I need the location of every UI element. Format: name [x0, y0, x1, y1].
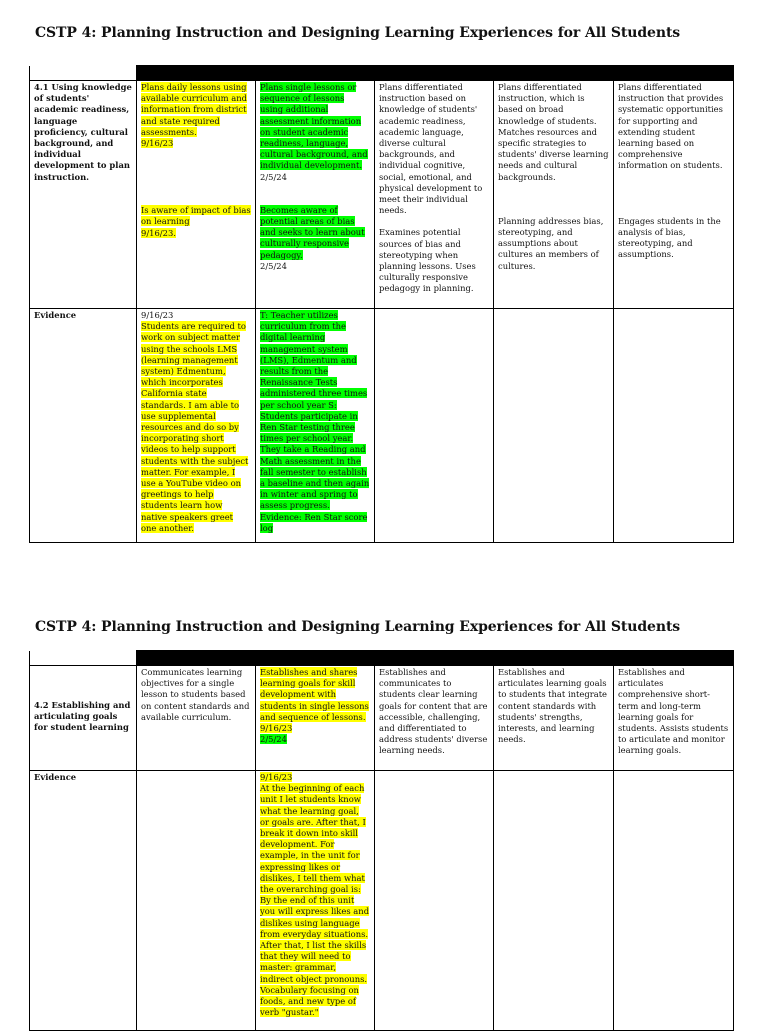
evidence-label: Evidence [30, 771, 137, 1031]
section2-title: CSTP 4: Planning Instruction and Designing Learning Experiences for All Students [35, 619, 681, 635]
highlighted-text: Establishes and shares learning goals for skill development with students in single lessons and sequence of lessons. [260, 667, 369, 722]
level-integrating-cell: Plans differentiated instruction, which is based on broad knowledge of students. Matches resources and specific strategies to students' diverse learning needs and cultural backgrounds. Planning addresses bias, stereotyping, and assumptions about cultures an members of cultures. [494, 81, 614, 309]
date-stamp: 9/16/23 [260, 772, 293, 782]
evidence-applying-cell [375, 771, 494, 1031]
cstp-4-2-table [29, 650, 734, 1031]
level-exploring-cell [256, 81, 375, 309]
date-stamp: 2/5/24 [260, 260, 287, 271]
evidence-innovating-cell [614, 771, 734, 1031]
level-innovating-cell: Establishes and articulates comprehensive short-term and long-term learning goals for students. Assists students to articulate and monitor learning goals. [614, 666, 734, 771]
evidence-integrating-cell [494, 771, 614, 1031]
date-stamp: 9/16/23. [141, 227, 176, 238]
date-stamp: 9/16/23 [141, 138, 174, 149]
highlighted-text: Is aware of impact of bias on learning [141, 205, 251, 227]
level-emerging-cell: Communicates learning objectives for a single lesson to students based on content standards and available curriculum. [137, 666, 256, 771]
element-label-4-2: 4.2 Establishing and articulating goals for student learning [30, 666, 137, 771]
date-stamp: 2/5/24 [260, 171, 287, 182]
section1-title: CSTP 4: Planning Instruction and Designing Learning Experiences for All Students [35, 25, 681, 41]
evidence-row-4-1 [30, 309, 734, 543]
highlighted-text: At the beginning of each unit I let students know what the learning goal, or goals are. After that, I break it down into skill development. For example, in the unit for expressing likes or dislikes, I tell them what the overarching goal is: By the end of this unit you will express likes and dislikes using language from everyday situations. After that, I list the skills that they will need to master: grammar, indirect object pronouns. Vocabulary focusing on foods, and new type of verb "gustar." [260, 783, 370, 1018]
element-label-4-1: 4.1 Using knowledge of students' academic readiness, language proficiency, cultural background, and individual development to plan instruction. [30, 81, 137, 309]
level-emerging-cell [137, 81, 256, 309]
highlighted-text: Plans single lessons or sequence of lessons using additional assessment information on student academic readiness, language, cultural background, and individual development. [260, 82, 368, 171]
highlighted-text: Plans daily lessons using available curriculum and information from district and state required assessments. [141, 82, 248, 137]
evidence-emerging-cell [137, 771, 256, 1031]
evidence-exploring-cell [256, 309, 375, 543]
level-applying-cell: Establishes and communicates to students clear learning goals for content that are accessible, challenging, and differentiated to address students' diverse learning needs. [375, 666, 494, 771]
evidence-applying-cell [375, 309, 494, 543]
highlighted-text: T: Teacher utilizes curriculum from the digital learning management system (LMS), Edmentum and results from the Renaissance Tests administered three times per school year S: Students participate in Ren Star testing three times per school year. They take a Reading and Math assessment in the fall semester to establish a baseline and then again in winter and spring to assess progress. Evidence: Ren Star score log [260, 310, 370, 533]
header-band [30, 651, 734, 666]
evidence-exploring-cell [256, 771, 375, 1031]
cstp-4-1-table [29, 65, 734, 543]
header-band [30, 66, 734, 81]
evidence-row-4-2 [30, 771, 734, 1031]
element-row-4-2 [30, 666, 734, 771]
level-integrating-cell: Establishes and articulates learning goals to students that integrate content standards with students' strengths, interests, and learning needs. [494, 666, 614, 771]
evidence-label: Evidence [30, 309, 137, 543]
evidence-innovating-cell [614, 309, 734, 543]
evidence-emerging-cell [137, 309, 256, 543]
element-row-4-1 [30, 81, 734, 309]
level-innovating-cell: Plans differentiated instruction that provides systematic opportunities for supporting and extending student learning based on comprehensive information on students. Engages students in the analysis of bias, stereotyping, and assumptions. [614, 81, 734, 309]
date-stamp: 9/16/23 [141, 310, 174, 320]
level-applying-cell: Plans differentiated instruction based on knowledge of students' academic readiness, academic language, diverse cultural backgrounds, and individual cognitive, social, emotional, and physical development to meet their individual needs. Examines potential sources of bias and stereotyping when planning lessons. Uses culturally responsive pedagogy in planning. [375, 81, 494, 309]
date-stamp: 2/5/24 [260, 734, 287, 745]
highlighted-text: Becomes aware of potential areas of bias and seeks to learn about culturally responsive pedagogy. [260, 204, 365, 260]
highlighted-text: Students are required to work on subject matter using the schools LMS (learning management system) Edmentum, which incorporates California state standards. I am able to use supplemental resources and do so by incorporating short videos to help support students with the subject matter. For example, I use a YouTube video on greetings to help students learn how native speakers greet one another. [141, 321, 249, 533]
date-stamp: 9/16/23 [260, 723, 293, 734]
level-exploring-cell [256, 666, 375, 771]
evidence-integrating-cell [494, 309, 614, 543]
